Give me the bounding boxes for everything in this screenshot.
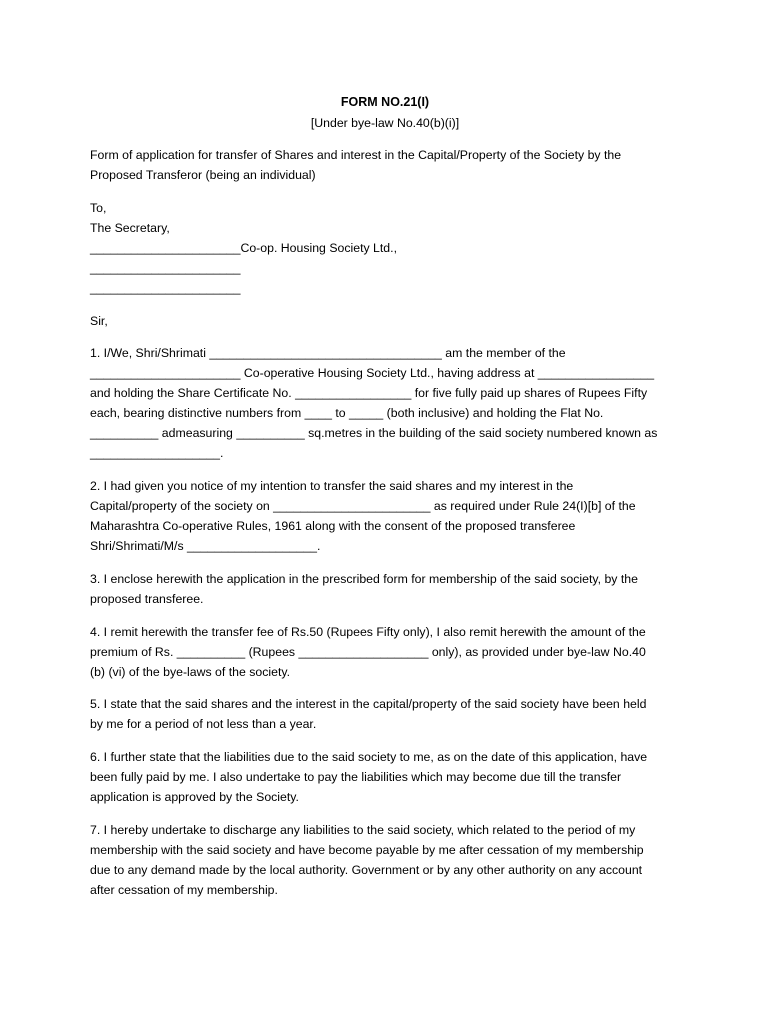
paragraph-line: 6. I further state that the liabilities due to the said society to me, as on the date of this application, have [90,750,648,764]
paragraph-line: premium of Rs. __________ (Rupees ___________________ only), as provided under bye-law No.40 [90,645,646,659]
paragraph-line: ___________________. [90,446,224,460]
paragraph-4 [90,622,690,682]
paragraph-line: proposed transferee. [90,592,204,606]
paragraph-3 [90,569,690,609]
paragraph-line: 5. I state that the said shares and the interest in the capital/property of the said society have been held [90,697,647,711]
address-secretary: The Secretary, [90,221,170,235]
form-title: FORM NO.21(I) [340,95,430,109]
paragraph-2 [90,476,690,556]
paragraph-line: been fully paid by me. I also undertake to pay the liabilities which may become due till the transfer [90,770,622,784]
paragraph-line: Capital/property of the society on _______________________ as required under Rule 24(I)[b] of the [90,499,636,513]
paragraph-line: (b) (vi) of the bye-laws of the society. [90,665,291,679]
paragraph-5 [90,694,690,734]
paragraph-line: 2. I had given you notice of my intention to transfer the said shares and my interest in the [90,479,574,493]
paragraph-line: each, bearing distinctive numbers from ____ to _____ (both inclusive) and holding the Flat No. [90,406,604,420]
address-block [90,198,690,298]
paragraph-line: after cessation of my membership. [90,883,278,897]
address-blank-line: ______________________ [90,261,241,275]
paragraph-line: by me for a period of not less than a year. [90,717,317,731]
paragraph-line: Shri/Shrimati/M/s ___________________. [90,539,321,553]
paragraph-line: 4. I remit herewith the transfer fee of Rs.50 (Rupees Fifty only), I also remit herewith the amount of the [90,625,646,639]
paragraph-line: 7. I hereby undertake to discharge any liabilities to the said society, which related to the period of my [90,823,636,837]
intro-line: Form of application for transfer of Shares and interest in the Capital/Property of the Society by the [90,148,622,162]
paragraph-line: 1. I/We, Shri/Shrimati __________________________________ am the member of the [90,346,566,360]
paragraph-7 [90,820,690,900]
salutation: Sir, [90,314,108,328]
paragraph-line: membership with the said society and have become payable by me after cessation of my membership [90,843,644,857]
paragraph-line: ______________________ Co-operative Housing Society Ltd., having address at _________________ [90,366,655,380]
address-blank-line: ______________________ [90,281,241,295]
paragraph-line: application is approved by the Society. [90,790,299,804]
paragraph-line: due to any demand made by the local authority. Government or by any other authority on any account [90,863,643,877]
paragraph-1 [90,343,690,463]
paragraph-line: Maharashtra Co-operative Rules, 1961 along with the consent of the proposed transferee [90,519,576,533]
form-intro [90,145,690,185]
form-subtitle: [Under bye-law No.40(b)(i)] [310,116,460,130]
paragraph-6 [90,747,690,807]
intro-line: Proposed Transferor (being an individual) [90,168,316,182]
paragraph-line: __________ admeasuring __________ sq.metres in the building of the said society numbered known as [90,426,658,440]
paragraph-line: and holding the Share Certificate No. _________________ for five fully paid up shares of Rupees Fifty [90,386,648,400]
address-society-line: ______________________Co-op. Housing Society Ltd., [90,241,397,255]
paragraph-line: 3. I enclose herewith the application in the prescribed form for membership of the said society, by the [90,572,638,586]
address-to: To, [90,201,107,215]
